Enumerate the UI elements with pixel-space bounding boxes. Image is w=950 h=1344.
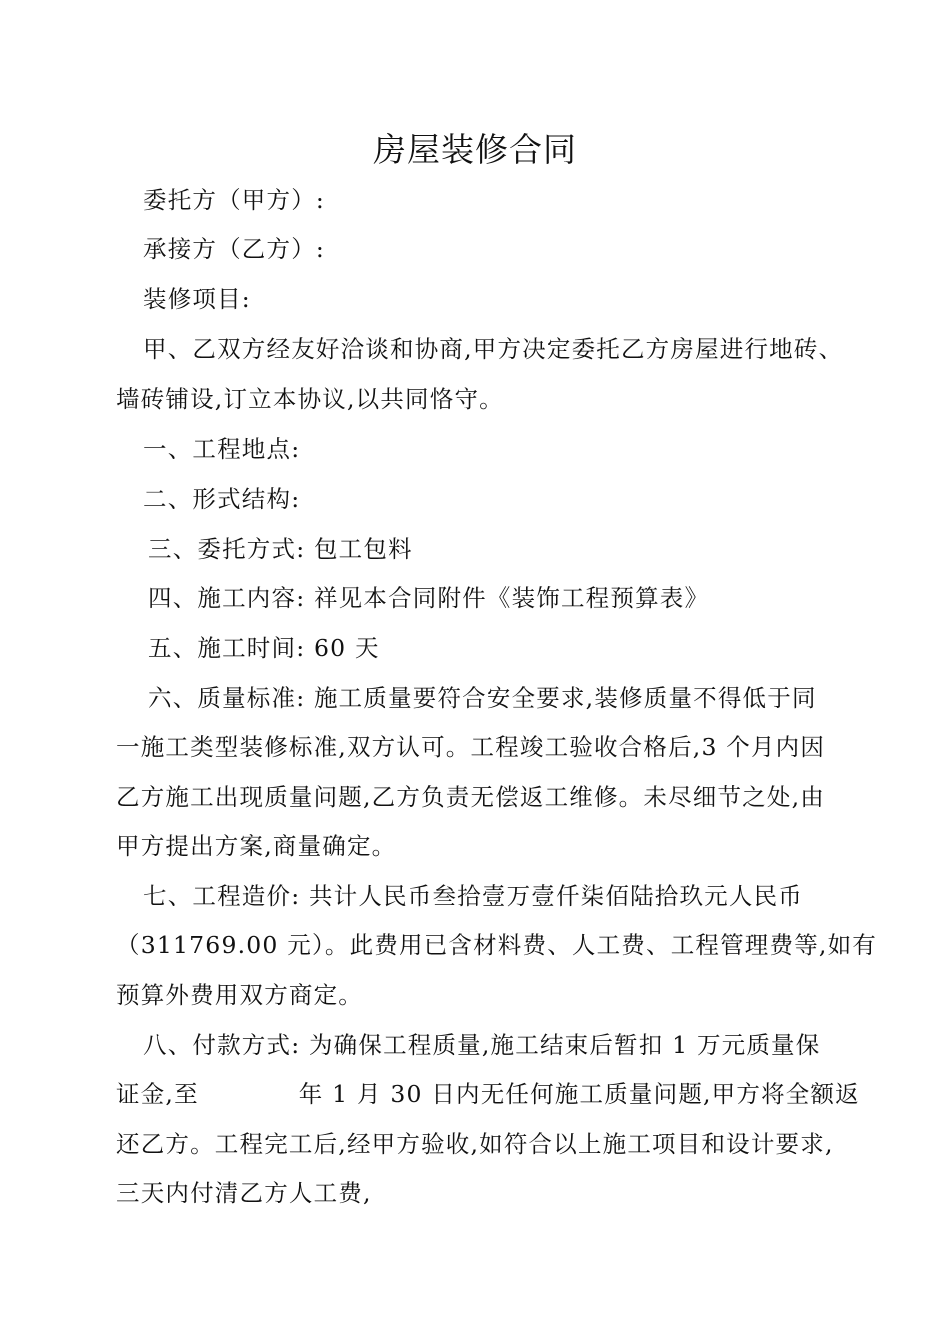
clause-6-line-4: 甲方提出方案,商量确定。: [116, 832, 397, 860]
clause-8-line-4: 三天内付清乙方人工费,: [116, 1179, 372, 1207]
party-b-line: 承接方（乙方）:: [143, 235, 326, 263]
project-line: 装修项目:: [143, 285, 251, 313]
party-a-line: 委托方（甲方）:: [143, 186, 326, 214]
intro-line-2: 墙砖铺设,订立本协议,以共同恪守。: [116, 385, 504, 413]
clause-6-line-2: 一施工类型装修标准,双方认可。工程竣工验收合格后,3 个月内因: [116, 733, 826, 761]
clause-8-line-1: 八、付款方式: 为确保工程质量,施工结束后暂扣 1 万元质量保: [143, 1031, 821, 1059]
clause-3-method: 三、委托方式: 包工包料: [148, 535, 413, 563]
clause-8-line-2-start: 证金,至: [116, 1080, 199, 1108]
clause-8-line-2-end: 年 1 月 30 日内无任何施工质量问题,甲方将全额返: [298, 1080, 860, 1108]
clause-4-content: 四、施工内容: 祥见本合同附件《装饰工程预算表》: [148, 584, 710, 612]
clause-7-line-1: 七、工程造价: 共计人民币叁拾壹万壹仟柒佰陆拾玖元人民币: [143, 882, 803, 910]
clause-8-line-3: 还乙方。工程完工后,经甲方验收,如符合以上施工项目和设计要求,: [116, 1130, 834, 1158]
clause-5-duration: 五、施工时间: 60 天: [148, 634, 380, 662]
clause-7-line-2: （311769.00 元）。此费用已含材料费、人工费、工程管理费等,如有: [116, 931, 877, 959]
clause-2-structure: 二、形式结构:: [143, 485, 301, 513]
page-title: 房屋装修合同: [373, 130, 577, 169]
clause-7-line-3: 预算外费用双方商定。: [116, 981, 363, 1009]
clause-6-line-3: 乙方施工出现质量问题,乙方负责无偿返工维修。未尽细节之处,由: [116, 783, 825, 811]
clause-8-line-2: [116, 1078, 860, 1110]
clause-6-line-1: 六、质量标准: 施工质量要符合安全要求,装修质量不得低于同: [148, 684, 817, 712]
intro-line-1: 甲、乙双方经友好洽谈和协商,甲方决定委托乙方房屋进行地砖、: [143, 335, 844, 363]
clause-1-location: 一、工程地点:: [143, 435, 301, 463]
